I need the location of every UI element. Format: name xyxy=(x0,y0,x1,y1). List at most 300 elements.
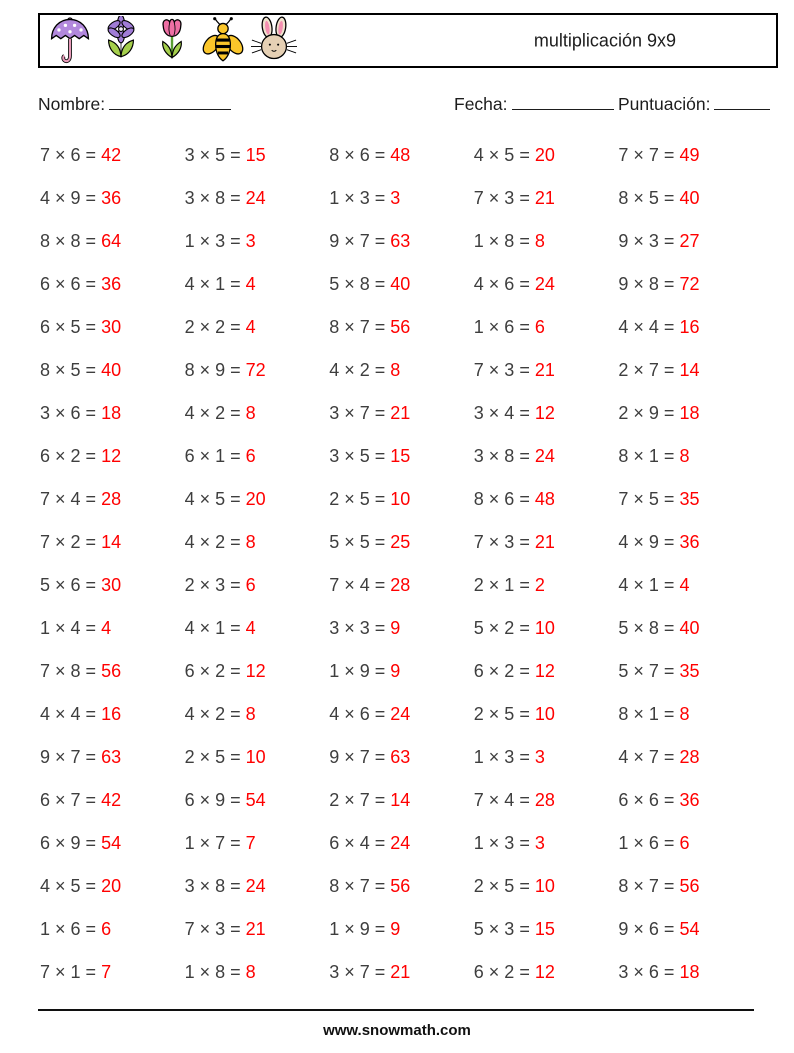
problem-answer: 21 xyxy=(390,962,411,982)
problem-cell xyxy=(618,349,763,392)
problem-expression: 5 × 8 = xyxy=(618,618,680,638)
problem-expression: 6 × 1 = xyxy=(184,446,246,466)
problem-cell xyxy=(618,306,763,349)
problem-expression: 3 × 6 = xyxy=(40,403,102,423)
problem-cell xyxy=(474,564,619,607)
problem-answer: 8 xyxy=(245,403,256,423)
problem-expression: 7 × 5 = xyxy=(618,489,680,509)
problem-cell xyxy=(185,177,330,220)
problem-cell xyxy=(474,263,619,306)
problem-expression: 6 × 6 = xyxy=(618,790,680,810)
problem-expression: 5 × 2 = xyxy=(473,618,535,638)
problem-cell xyxy=(618,263,763,306)
problem-cell xyxy=(618,951,763,994)
problem-answer: 72 xyxy=(679,274,700,294)
problem-answer: 6 xyxy=(679,833,690,853)
problem-answer: 18 xyxy=(101,403,122,423)
problem-cell xyxy=(474,435,619,478)
problem-answer: 12 xyxy=(101,446,122,466)
problem-answer: 30 xyxy=(101,317,122,337)
problem-cell xyxy=(329,951,474,994)
problem-answer: 8 xyxy=(679,704,690,724)
problem-expression: 3 × 3 = xyxy=(329,618,391,638)
footer-url[interactable]: www.snowmath.com xyxy=(323,1022,471,1039)
problem-answer: 63 xyxy=(390,231,411,251)
problem-expression: 6 × 2 = xyxy=(473,962,535,982)
problem-expression: 8 × 1 = xyxy=(618,704,680,724)
header-icons xyxy=(40,16,297,66)
problem-answer: 4 xyxy=(101,618,112,638)
problem-cell xyxy=(329,435,474,478)
problem-cell xyxy=(40,263,185,306)
problem-answer: 3 xyxy=(390,188,401,208)
problem-cell xyxy=(185,822,330,865)
problem-expression: 2 × 3 = xyxy=(184,575,246,595)
problem-expression: 7 × 3 = xyxy=(473,360,535,380)
problem-cell xyxy=(329,564,474,607)
problem-cell xyxy=(329,607,474,650)
problem-answer: 28 xyxy=(534,790,555,810)
problem-answer: 54 xyxy=(245,790,266,810)
problem-expression: 8 × 9 = xyxy=(184,360,246,380)
date-field xyxy=(454,94,614,115)
problem-expression: 1 × 6 = xyxy=(473,317,535,337)
problem-answer: 27 xyxy=(679,231,700,251)
problem-answer: 15 xyxy=(245,145,266,165)
problem-expression: 2 × 1 = xyxy=(473,575,535,595)
problem-answer: 24 xyxy=(390,833,411,853)
problem-answer: 48 xyxy=(534,489,555,509)
problem-cell xyxy=(474,650,619,693)
problem-cell xyxy=(40,564,185,607)
score-label: Puntuación: xyxy=(618,94,711,114)
problem-expression: 3 × 4 = xyxy=(473,403,535,423)
problem-answer: 10 xyxy=(534,618,555,638)
problem-expression: 1 × 3 = xyxy=(473,833,535,853)
problem-answer: 8 xyxy=(679,446,690,466)
problems-grid xyxy=(40,134,764,994)
problem-expression: 4 × 9 = xyxy=(40,188,102,208)
problem-cell xyxy=(618,908,763,951)
problem-cell xyxy=(474,392,619,435)
problem-cell xyxy=(329,693,474,736)
problem-cell xyxy=(185,263,330,306)
problem-cell xyxy=(185,693,330,736)
problem-answer: 56 xyxy=(390,876,411,896)
problem-expression: 4 × 5 = xyxy=(473,145,535,165)
problem-cell xyxy=(474,693,619,736)
problem-expression: 3 × 7 = xyxy=(329,403,391,423)
problem-expression: 9 × 7 = xyxy=(329,747,391,767)
problem-answer: 18 xyxy=(679,403,700,423)
problem-answer: 24 xyxy=(245,188,266,208)
problem-cell xyxy=(40,349,185,392)
problem-answer: 36 xyxy=(101,188,122,208)
problem-answer: 54 xyxy=(101,833,122,853)
problem-expression: 7 × 4 = xyxy=(473,790,535,810)
score-field xyxy=(618,94,770,115)
problem-answer: 15 xyxy=(390,446,411,466)
problem-answer: 56 xyxy=(679,876,700,896)
problem-expression: 1 × 7 = xyxy=(184,833,246,853)
problem-cell xyxy=(618,779,763,822)
problem-answer: 18 xyxy=(679,962,700,982)
problem-cell xyxy=(40,822,185,865)
problem-expression: 2 × 9 = xyxy=(618,403,680,423)
problem-cell xyxy=(618,607,763,650)
problem-cell xyxy=(618,220,763,263)
date-input-line[interactable] xyxy=(512,95,614,110)
problem-expression: 4 × 2 = xyxy=(184,532,246,552)
problem-answer: 72 xyxy=(245,360,266,380)
problem-answer: 28 xyxy=(679,747,700,767)
name-field xyxy=(38,94,231,115)
problem-expression: 2 × 7 = xyxy=(329,790,391,810)
problem-answer: 28 xyxy=(390,575,411,595)
problem-answer: 21 xyxy=(534,360,555,380)
rabbit-icon xyxy=(251,16,297,66)
problem-answer: 4 xyxy=(245,317,256,337)
problem-answer: 10 xyxy=(534,876,555,896)
problem-cell xyxy=(40,220,185,263)
problem-cell xyxy=(40,435,185,478)
problem-expression: 3 × 6 = xyxy=(618,962,680,982)
problem-cell xyxy=(40,478,185,521)
problem-answer: 40 xyxy=(101,360,122,380)
problem-answer: 56 xyxy=(390,317,411,337)
problem-cell xyxy=(474,951,619,994)
problem-cell xyxy=(185,392,330,435)
problem-answer: 24 xyxy=(534,446,555,466)
problem-cell xyxy=(618,478,763,521)
problem-expression: 9 × 8 = xyxy=(618,274,680,294)
problem-expression: 6 × 2 = xyxy=(473,661,535,681)
problem-answer: 12 xyxy=(534,962,555,982)
umbrella-icon xyxy=(47,16,93,66)
problem-answer: 48 xyxy=(390,145,411,165)
problem-expression: 7 × 4 = xyxy=(329,575,391,595)
problem-answer: 56 xyxy=(101,661,122,681)
problem-answer: 10 xyxy=(534,704,555,724)
footer-divider xyxy=(38,1009,754,1011)
problem-answer: 42 xyxy=(101,790,122,810)
problem-expression: 1 × 3 = xyxy=(473,747,535,767)
problem-expression: 4 × 5 = xyxy=(184,489,246,509)
problem-cell xyxy=(185,736,330,779)
problem-expression: 8 × 7 = xyxy=(329,876,391,896)
problem-expression: 7 × 7 = xyxy=(618,145,680,165)
problem-answer: 54 xyxy=(679,919,700,939)
problem-answer: 24 xyxy=(245,876,266,896)
problem-answer: 6 xyxy=(245,446,256,466)
problem-answer: 20 xyxy=(245,489,266,509)
problem-expression: 4 × 1 = xyxy=(184,618,246,638)
problem-cell xyxy=(40,650,185,693)
problem-expression: 6 × 6 = xyxy=(40,274,102,294)
problem-answer: 10 xyxy=(390,489,411,509)
problem-answer: 6 xyxy=(534,317,545,337)
date-label: Fecha: xyxy=(454,94,508,114)
problem-answer: 9 xyxy=(390,618,401,638)
problem-answer: 3 xyxy=(534,833,545,853)
problem-cell xyxy=(329,521,474,564)
problem-cell xyxy=(618,822,763,865)
problem-expression: 1 × 6 = xyxy=(40,919,102,939)
problem-cell xyxy=(618,564,763,607)
problem-cell xyxy=(329,822,474,865)
problem-expression: 7 × 1 = xyxy=(40,962,102,982)
problem-answer: 12 xyxy=(534,403,555,423)
problem-cell xyxy=(329,908,474,951)
problem-answer: 9 xyxy=(390,919,401,939)
info-fields xyxy=(0,94,794,118)
problem-cell xyxy=(40,865,185,908)
problem-cell xyxy=(185,478,330,521)
problem-cell xyxy=(474,908,619,951)
problem-cell xyxy=(329,478,474,521)
problem-expression: 6 × 7 = xyxy=(40,790,102,810)
problem-answer: 9 xyxy=(390,661,401,681)
problem-cell xyxy=(618,134,763,177)
problem-expression: 1 × 4 = xyxy=(40,618,102,638)
problem-cell xyxy=(329,736,474,779)
problem-expression: 4 × 6 = xyxy=(329,704,391,724)
problem-answer: 8 xyxy=(534,231,545,251)
problem-answer: 4 xyxy=(245,274,256,294)
problem-answer: 14 xyxy=(679,360,700,380)
problem-expression: 9 × 3 = xyxy=(618,231,680,251)
problem-expression: 4 × 9 = xyxy=(618,532,680,552)
problem-expression: 4 × 2 = xyxy=(184,704,246,724)
problem-expression: 3 × 5 = xyxy=(184,145,246,165)
problem-expression: 8 × 6 = xyxy=(473,489,535,509)
problem-expression: 8 × 1 = xyxy=(618,446,680,466)
problem-cell xyxy=(329,306,474,349)
problem-answer: 21 xyxy=(534,532,555,552)
problem-answer: 35 xyxy=(679,489,700,509)
problem-cell xyxy=(185,349,330,392)
problem-expression: 9 × 7 = xyxy=(40,747,102,767)
problem-cell xyxy=(329,220,474,263)
problem-expression: 1 × 3 = xyxy=(329,188,391,208)
problem-expression: 2 × 5 = xyxy=(473,876,535,896)
problem-cell xyxy=(185,435,330,478)
problem-answer: 10 xyxy=(245,747,266,767)
problem-expression: 3 × 5 = xyxy=(329,446,391,466)
problem-answer: 7 xyxy=(245,833,256,853)
problem-answer: 7 xyxy=(101,962,112,982)
problem-answer: 8 xyxy=(245,704,256,724)
problem-expression: 4 × 2 = xyxy=(329,360,391,380)
problem-answer: 36 xyxy=(101,274,122,294)
problem-cell xyxy=(185,134,330,177)
problem-expression: 5 × 5 = xyxy=(329,532,391,552)
header-box xyxy=(38,13,778,68)
problem-cell xyxy=(618,865,763,908)
problem-answer: 16 xyxy=(679,317,700,337)
problem-expression: 1 × 8 = xyxy=(184,962,246,982)
problem-expression: 6 × 2 = xyxy=(40,446,102,466)
problem-cell xyxy=(185,220,330,263)
problem-cell xyxy=(40,908,185,951)
problem-answer: 21 xyxy=(245,919,266,939)
problem-expression: 3 × 8 = xyxy=(184,876,246,896)
problem-answer: 6 xyxy=(245,575,256,595)
problem-cell xyxy=(185,564,330,607)
problem-cell xyxy=(474,177,619,220)
problem-answer: 40 xyxy=(679,618,700,638)
problem-expression: 3 × 8 = xyxy=(473,446,535,466)
bee-icon xyxy=(200,16,246,66)
tulip-icon xyxy=(149,16,195,66)
problem-expression: 8 × 8 = xyxy=(40,231,102,251)
problem-expression: 9 × 7 = xyxy=(329,231,391,251)
problem-cell xyxy=(329,263,474,306)
problem-answer: 8 xyxy=(245,532,256,552)
problem-expression: 5 × 8 = xyxy=(329,274,391,294)
problem-cell xyxy=(474,822,619,865)
problem-cell xyxy=(474,521,619,564)
problem-answer: 30 xyxy=(101,575,122,595)
problem-answer: 40 xyxy=(679,188,700,208)
problem-expression: 5 × 7 = xyxy=(618,661,680,681)
problem-expression: 2 × 7 = xyxy=(618,360,680,380)
problem-expression: 8 × 7 = xyxy=(618,876,680,896)
problem-answer: 6 xyxy=(101,919,112,939)
problem-expression: 6 × 4 = xyxy=(329,833,391,853)
problem-cell xyxy=(618,435,763,478)
problem-cell xyxy=(185,908,330,951)
problem-answer: 14 xyxy=(101,532,122,552)
problem-expression: 4 × 1 = xyxy=(184,274,246,294)
problem-expression: 4 × 7 = xyxy=(618,747,680,767)
problem-expression: 7 × 3 = xyxy=(184,919,246,939)
problem-answer: 40 xyxy=(390,274,411,294)
problem-cell xyxy=(474,306,619,349)
problem-answer: 28 xyxy=(101,489,122,509)
problem-expression: 1 × 9 = xyxy=(329,661,391,681)
score-input-line[interactable] xyxy=(714,95,770,110)
problem-cell xyxy=(474,779,619,822)
problem-expression: 4 × 2 = xyxy=(184,403,246,423)
problem-expression: 7 × 3 = xyxy=(473,188,535,208)
problem-cell xyxy=(618,392,763,435)
problem-cell xyxy=(618,693,763,736)
problem-cell xyxy=(618,650,763,693)
problem-answer: 35 xyxy=(679,661,700,681)
problem-answer: 63 xyxy=(390,747,411,767)
problem-cell xyxy=(474,736,619,779)
problem-answer: 25 xyxy=(390,532,411,552)
problem-expression: 7 × 4 = xyxy=(40,489,102,509)
problem-answer: 24 xyxy=(390,704,411,724)
problem-expression: 8 × 5 = xyxy=(40,360,102,380)
problem-cell xyxy=(40,177,185,220)
problem-cell xyxy=(40,392,185,435)
problem-expression: 8 × 5 = xyxy=(618,188,680,208)
problem-cell xyxy=(329,779,474,822)
problem-answer: 16 xyxy=(101,704,122,724)
problem-cell xyxy=(474,134,619,177)
problem-expression: 1 × 6 = xyxy=(618,833,680,853)
problem-expression: 2 × 5 = xyxy=(473,704,535,724)
problem-expression: 8 × 7 = xyxy=(329,317,391,337)
problem-cell xyxy=(185,951,330,994)
problem-cell xyxy=(474,865,619,908)
problem-expression: 3 × 8 = xyxy=(184,188,246,208)
problem-answer: 8 xyxy=(245,962,256,982)
problem-cell xyxy=(40,779,185,822)
problem-expression: 3 × 7 = xyxy=(329,962,391,982)
problem-cell xyxy=(185,779,330,822)
problem-expression: 8 × 6 = xyxy=(329,145,391,165)
problem-cell xyxy=(329,349,474,392)
problem-answer: 14 xyxy=(390,790,411,810)
problem-cell xyxy=(329,865,474,908)
problem-answer: 24 xyxy=(534,274,555,294)
problem-expression: 5 × 3 = xyxy=(473,919,535,939)
problem-cell xyxy=(329,134,474,177)
problem-answer: 64 xyxy=(101,231,122,251)
problem-expression: 7 × 3 = xyxy=(473,532,535,552)
problem-answer: 3 xyxy=(245,231,256,251)
problem-cell xyxy=(40,607,185,650)
problem-expression: 1 × 3 = xyxy=(184,231,246,251)
problem-expression: 9 × 6 = xyxy=(618,919,680,939)
problem-expression: 4 × 1 = xyxy=(618,575,680,595)
problem-cell xyxy=(329,177,474,220)
problem-expression: 6 × 9 = xyxy=(40,833,102,853)
problem-cell xyxy=(40,736,185,779)
problem-cell xyxy=(618,736,763,779)
problem-expression: 7 × 8 = xyxy=(40,661,102,681)
problem-expression: 2 × 5 = xyxy=(184,747,246,767)
name-input-line[interactable] xyxy=(109,95,231,110)
problem-cell xyxy=(474,478,619,521)
flower-icon xyxy=(98,16,144,66)
problem-expression: 2 × 2 = xyxy=(184,317,246,337)
problem-cell xyxy=(185,607,330,650)
problem-expression: 4 × 6 = xyxy=(473,274,535,294)
worksheet-title: multiplicación 9x9 xyxy=(533,30,676,50)
problem-cell xyxy=(185,865,330,908)
problem-cell xyxy=(618,177,763,220)
problem-cell xyxy=(329,650,474,693)
problem-answer: 20 xyxy=(101,876,122,896)
problem-answer: 12 xyxy=(534,661,555,681)
problem-answer: 3 xyxy=(534,747,545,767)
problem-answer: 63 xyxy=(101,747,122,767)
problem-answer: 36 xyxy=(679,790,700,810)
problem-cell xyxy=(474,220,619,263)
problem-cell xyxy=(474,607,619,650)
problem-answer: 4 xyxy=(679,575,690,595)
problem-expression: 5 × 6 = xyxy=(40,575,102,595)
problem-answer: 42 xyxy=(101,145,122,165)
problem-expression: 1 × 9 = xyxy=(329,919,391,939)
problem-expression: 4 × 5 = xyxy=(40,876,102,896)
problem-cell xyxy=(185,521,330,564)
problem-cell xyxy=(40,134,185,177)
problem-expression: 2 × 5 = xyxy=(329,489,391,509)
problem-cell xyxy=(474,349,619,392)
problem-answer: 36 xyxy=(679,532,700,552)
problem-expression: 4 × 4 = xyxy=(618,317,680,337)
problem-answer: 21 xyxy=(390,403,411,423)
problem-cell xyxy=(40,693,185,736)
problem-expression: 7 × 2 = xyxy=(40,532,102,552)
problem-answer: 49 xyxy=(679,145,700,165)
